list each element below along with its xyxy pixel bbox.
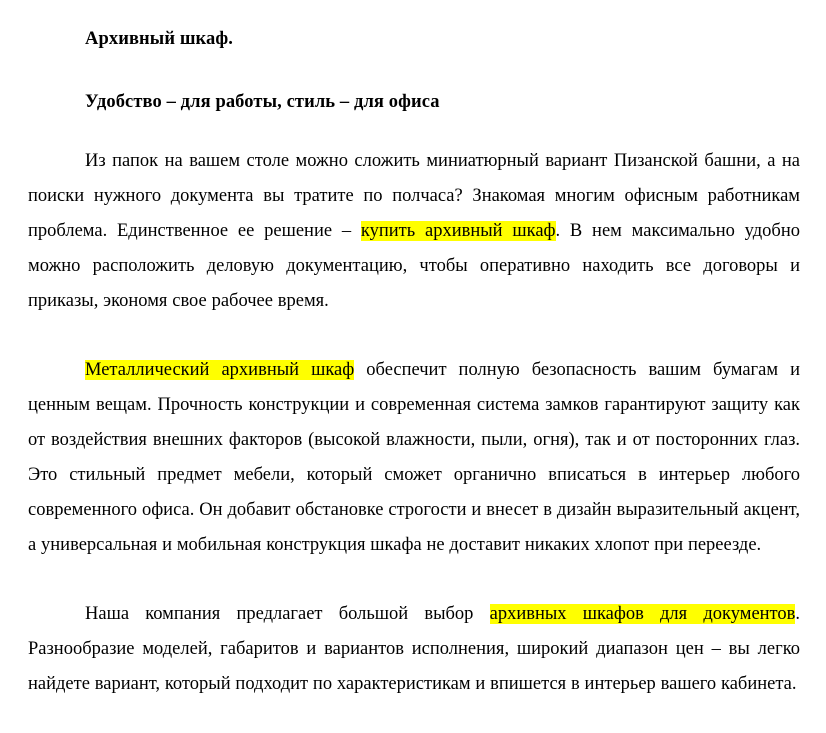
text-run: . В нем максимально удобно можно расположить деловую документацию, чтобы оперативно находить все договоры и приказы, экономя свое рабочее время.: [28, 221, 800, 311]
paragraph-2: [28, 353, 800, 563]
paragraph-3: [28, 597, 800, 702]
subheading: Удобство – для работы, стиль – для офиса: [85, 91, 440, 112]
document-body: [28, 30, 800, 702]
highlighted-text: купить архивный шкаф: [360, 221, 556, 241]
highlighted-text: архивных шкафов для документов: [489, 604, 796, 624]
text-run: обеспечит полную безопасность вашим бумагам и ценным вещам. Прочность конструкции и современная система замков гарантируют защиту как от воздействия внешних факторов (высокой влажности, пыли, огня), так и от посторонних глаз. Это стильный предмет мебели, который сможет органично вписаться в интерьер любого современного офиса. Он добавит обстановке строгости и внесет в дизайн выразительный акцент, а универсальная и мобильная конструкция шкафа не доставит никаких хлопот при переезде.: [28, 360, 800, 555]
text-run: . Разнообразие моделей, габаритов и вариантов исполнения, широкий диапазон цен – вы легко найдете вариант, который подходит по характеристикам и впишется в интерьер вашего кабинета.: [28, 604, 801, 694]
paragraph-1: [28, 144, 800, 319]
text-run: Из папок на вашем столе можно сложить миниатюрный вариант Пизанской башни, а на поиски нужного документа вы тратите по полчаса? Знакомая многим офисным работникам проблема. Единственное ее решение –: [28, 151, 800, 241]
page-title: Архивный шкаф.: [85, 29, 234, 49]
highlighted-text: Металлический архивный шкаф: [85, 360, 355, 380]
text-run: Наша компания предлагает большой выбор: [85, 604, 490, 624]
